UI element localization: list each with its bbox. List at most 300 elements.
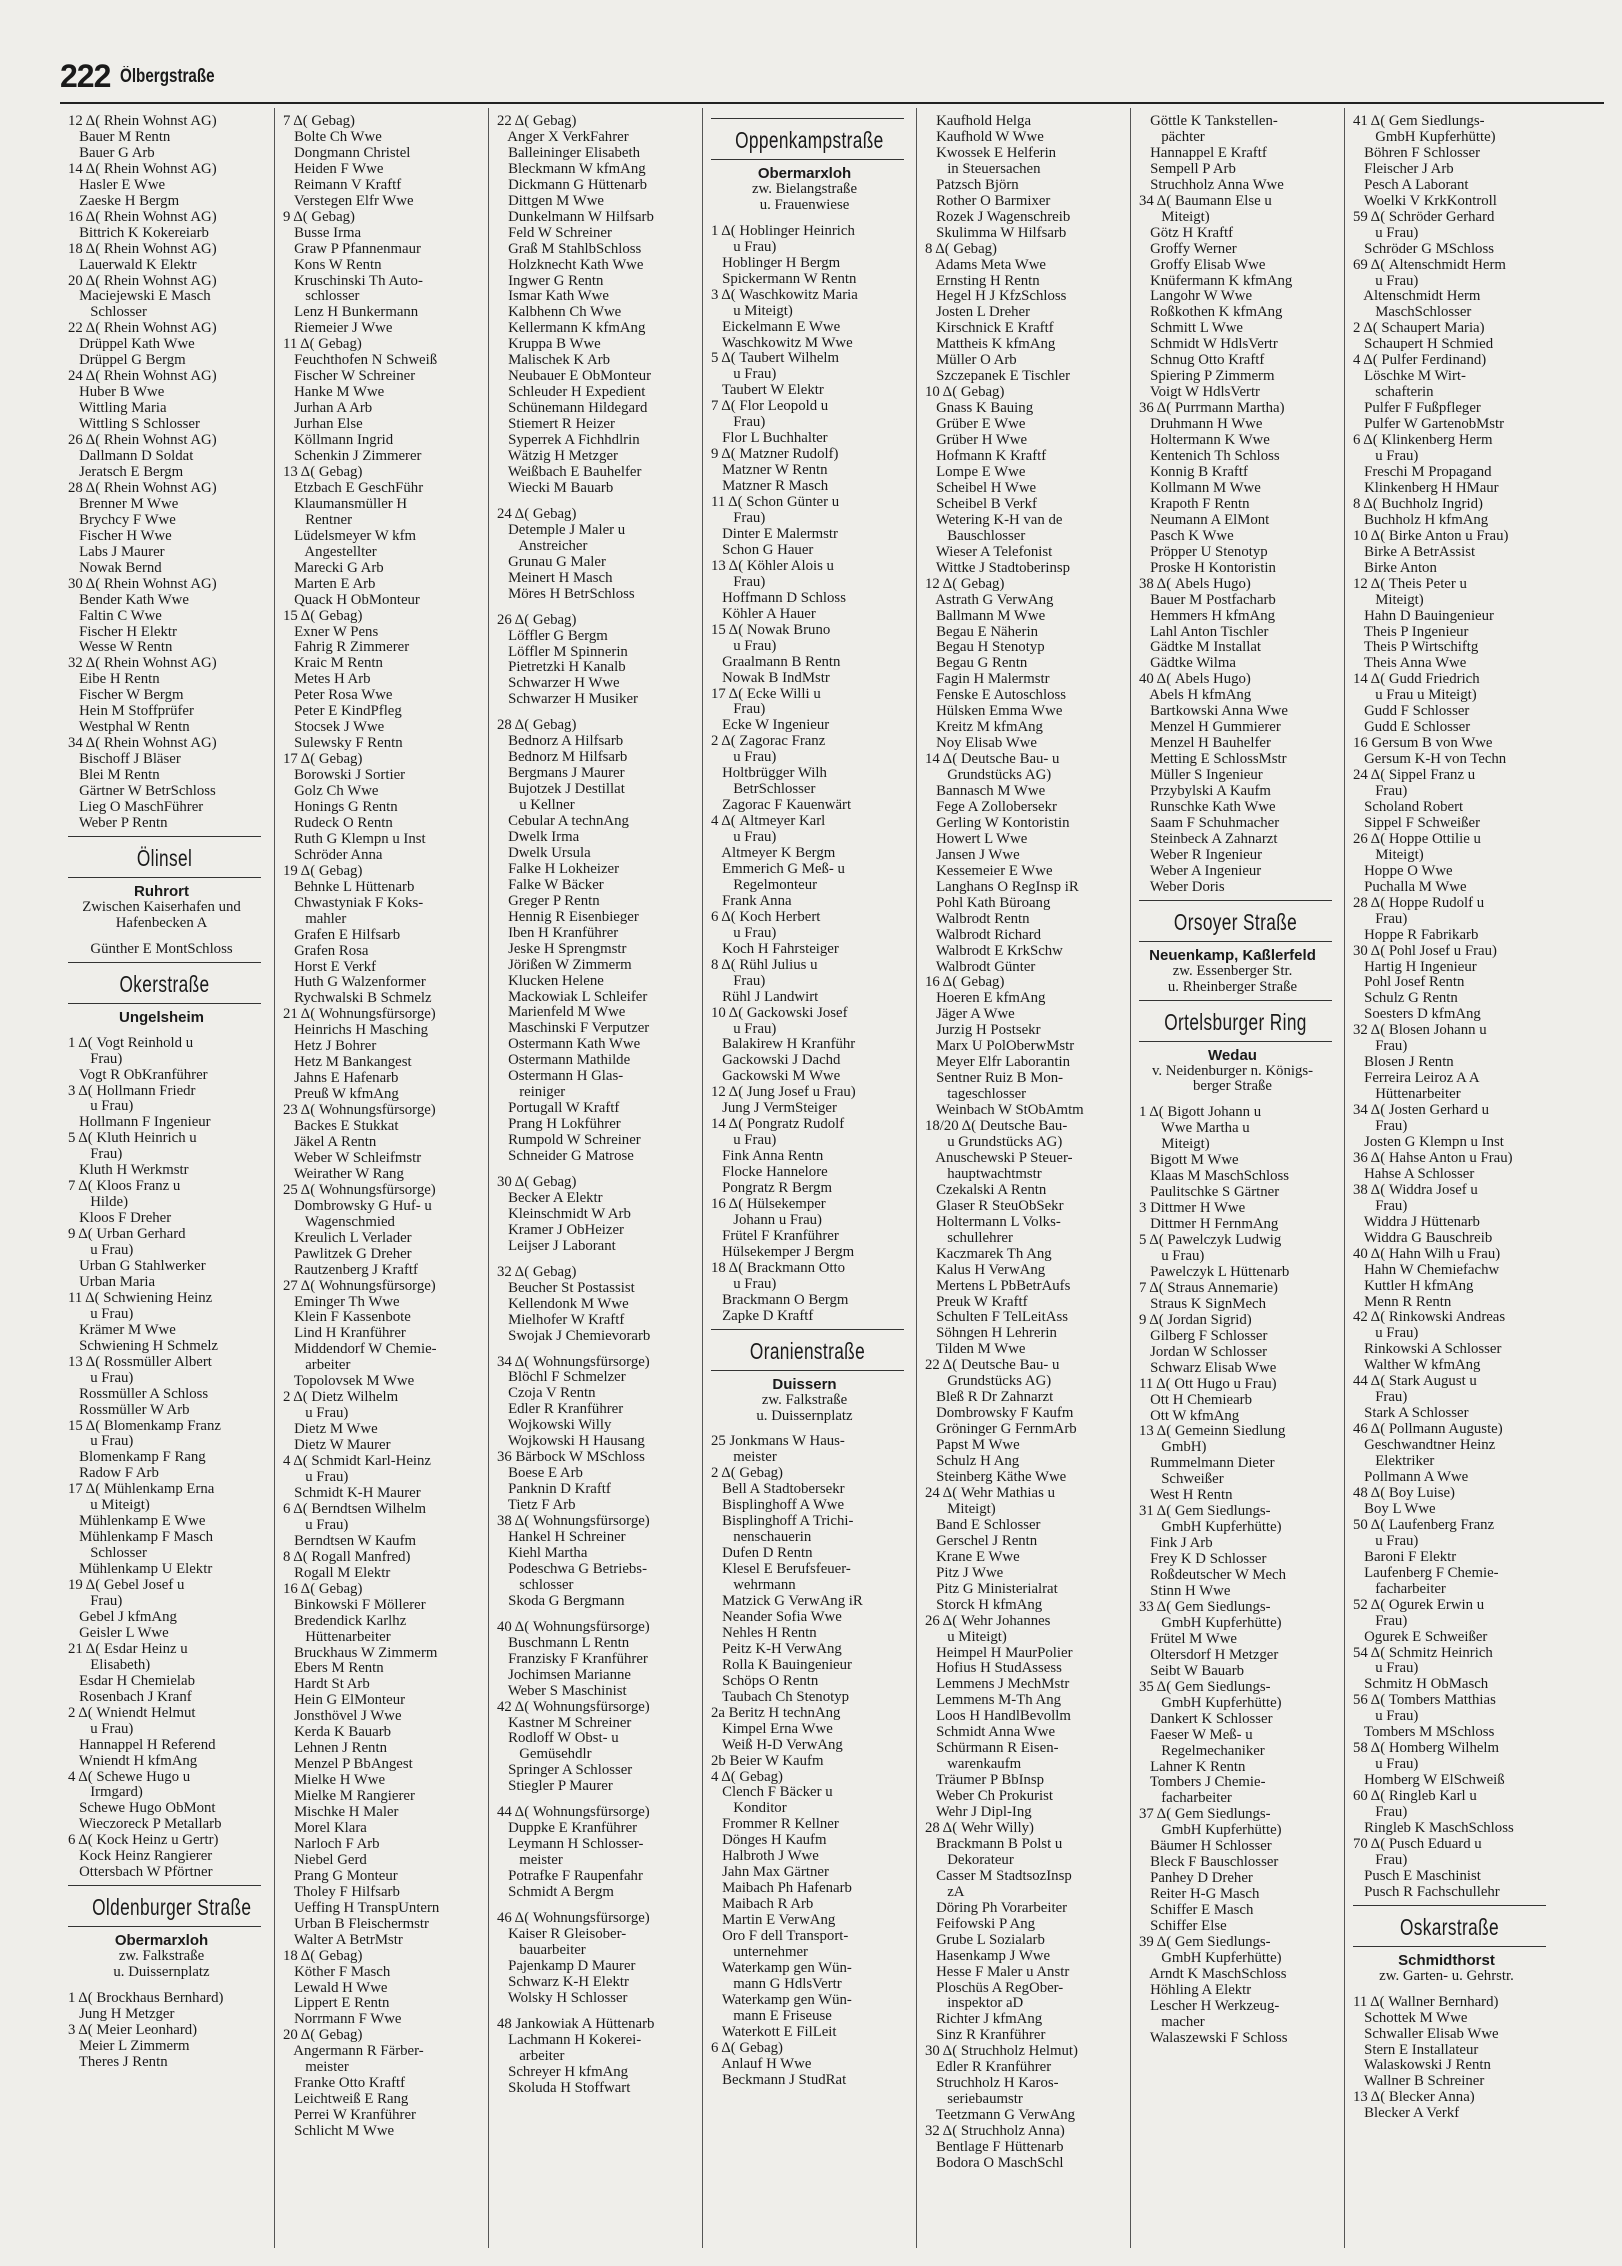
resident-entry: West H Rentn: [1139, 1487, 1233, 1504]
resident-entry: Edler R Kranführer: [925, 2059, 1052, 2076]
resident-entry: Menzel P BbAngest: [283, 1756, 413, 1773]
resident-entry: Mielke M Rangierer: [283, 1788, 415, 1805]
resident-entry: Gilberg F Schlosser: [1139, 1327, 1268, 1344]
resident-entry: Schmidt W HdlsVertr: [1139, 336, 1278, 353]
resident-entry: Fischer W Bergm: [68, 687, 184, 704]
resident-entry: Astrath G VerwAng: [925, 591, 1054, 608]
section-rule: [711, 1329, 904, 1330]
resident-entry: Faltin C Wwe: [68, 607, 162, 624]
resident-entry: Pulfer F Fußpfleger: [1353, 400, 1481, 417]
street-heading: Oskarstraße: [1399, 1913, 1500, 1940]
street-heading: Oldenburger Straße: [92, 1894, 252, 1921]
street-range-note: berger Straße: [1192, 1078, 1273, 1095]
resident-entry: pächter: [1139, 128, 1205, 145]
resident-entry: Spickermann W Rentn: [711, 270, 857, 287]
street-range-note: Hafenbecken A: [115, 914, 208, 931]
resident-entry: Ferreira Leiroz A A: [1353, 1070, 1480, 1087]
resident-entry: Feifowski P Ang: [925, 1915, 1036, 1932]
resident-entry: 13 Δ( Gemeinn Siedlung: [1139, 1423, 1286, 1440]
resident-entry: Anstreicher: [497, 537, 588, 554]
resident-entry: 9 Δ( Urban Gerhard: [68, 1226, 186, 1243]
resident-entry: 20 Δ( Rhein Wohnst AG): [68, 272, 217, 289]
resident-entry: Struchholz Anna Wwe: [1139, 176, 1284, 193]
resident-entry: Widdra J Hüttenarb: [1353, 1213, 1480, 1230]
resident-entry: Prang G Monteur: [283, 1867, 398, 1884]
resident-entry: 1 Δ( Brockhaus Bernhard): [68, 1990, 224, 2007]
resident-entry: Soesters D kfmAng: [1353, 1006, 1481, 1023]
resident-entry: 19 Δ( Gebel Josef u: [68, 1577, 185, 1594]
resident-entry: 16 Δ( Gebag): [283, 1580, 363, 1597]
section-rule: [1139, 941, 1332, 942]
resident-entry: Baroni F Elektr: [1353, 1548, 1457, 1565]
resident-entry: Anlauf H Wwe: [711, 2055, 812, 2072]
resident-entry: Nowak Bernd: [68, 559, 162, 576]
resident-entry: Schwarz Elisab Wwe: [1139, 1359, 1277, 1376]
resident-entry: Knüfermann K kfmAng: [1139, 272, 1293, 289]
resident-entry: 1 Δ( Bigott Johann u: [1139, 1104, 1262, 1121]
resident-entry: Wittling S Schlosser: [68, 416, 200, 433]
resident-entry: Lachmann H Kokerei-: [497, 2031, 642, 2048]
resident-entry: 40 Δ( Wohnungsfürsorge): [497, 1618, 650, 1635]
resident-entry: 8 Δ( Gebag): [925, 240, 997, 257]
resident-entry: 10 Δ( Birke Anton u Frau): [1353, 527, 1509, 544]
resident-entry: Storck H kfmAng: [925, 1596, 1043, 1613]
resident-entry: Schwarz K-H Elektr: [497, 1973, 629, 1990]
resident-entry: Potrafke F Raupenfahr: [497, 1868, 643, 1885]
resident-entry: Faeser W Meß- u: [1139, 1726, 1253, 1743]
resident-entry: Jung H Metzger: [68, 2005, 175, 2022]
resident-entry: Schaupert H Schmied: [1353, 336, 1494, 353]
resident-entry: Pawlitzek G Dreher: [283, 1245, 412, 1262]
resident-entry: Drüppel G Bergm: [68, 352, 186, 369]
resident-entry: Urban Maria: [68, 1273, 156, 1290]
resident-entry: Böhren F Schlosser: [1353, 144, 1481, 161]
resident-entry: Honings G Rentn: [283, 798, 398, 815]
resident-entry: 7 Δ( Flor Leopold u: [711, 398, 829, 415]
resident-entry: Hoppe O Wwe: [1353, 862, 1453, 879]
section-rule: [1139, 900, 1332, 901]
resident-entry: u Frau): [711, 366, 777, 383]
resident-entry: Gudd E Schlosser: [1353, 719, 1471, 736]
resident-entry: Beckmann J StudRat: [711, 2071, 847, 2088]
resident-entry: Golz Ch Wwe: [283, 783, 379, 800]
resident-entry: Kalbhenn Ch Wwe: [497, 304, 622, 321]
resident-entry: Schon G Hauer: [711, 541, 814, 558]
resident-entry: 16 Δ( Gebag): [925, 974, 1005, 991]
resident-entry: Träumer P BbInsp: [925, 1772, 1045, 1789]
resident-entry: Mattheis K kfmAng: [925, 336, 1056, 353]
resident-entry: Fleischer J Arb: [1353, 160, 1454, 177]
resident-entry: u Frau): [1353, 1756, 1419, 1773]
resident-entry: Schmidt K-H Maurer: [283, 1484, 421, 1501]
resident-entry: Lehnen J Rentn: [283, 1740, 387, 1757]
resident-entry: Walter A BetrMstr: [283, 1931, 403, 1948]
resident-entry: Frau): [1353, 1118, 1408, 1135]
resident-entry: Bauer G Arb: [68, 144, 155, 161]
resident-entry: u Frau): [1353, 1325, 1419, 1342]
resident-entry: Konditor: [711, 1800, 787, 1817]
resident-entry: Weber S Maschinist: [497, 1682, 627, 1699]
resident-entry: Kollmann M Wwe: [1139, 479, 1261, 496]
resident-entry: Hasler E Wwe: [68, 176, 166, 193]
district-name: Ruhrort: [134, 882, 189, 900]
resident-entry: Leijser J Laborant: [497, 1237, 616, 1254]
resident-entry: Peitz K-H VerwAng: [711, 1640, 842, 1657]
resident-entry: Angermann R Färber-: [283, 2043, 424, 2060]
resident-entry: Mackowiak L Schleifer: [497, 988, 648, 1005]
resident-entry: Bodora O MaschSchl: [925, 2155, 1064, 2171]
resident-entry: Dekorateur: [925, 1851, 1014, 1868]
resident-entry: Ingwer G Rentn: [497, 272, 604, 289]
resident-entry: Nowak B IndMstr: [711, 669, 830, 686]
resident-entry: Brenner M Wwe: [68, 495, 179, 512]
resident-entry: Boy L Wwe: [1353, 1500, 1436, 1517]
resident-entry: Heiden F Wwe: [283, 160, 384, 177]
resident-entry: 32 Δ( Gebag): [497, 1263, 577, 1280]
resident-entry: Szczepanek E Tischler: [925, 368, 1071, 385]
resident-entry: Pitz G Ministerialrat: [925, 1580, 1058, 1597]
resident-entry: Bartkowski Anna Wwe: [1139, 703, 1288, 720]
street-heading: Oranienstraße: [749, 1337, 866, 1364]
resident-entry: Götz H Kraftf: [1139, 224, 1234, 241]
resident-entry: 22 Δ( Gebag): [497, 113, 577, 129]
resident-entry: Druhmann H Wwe: [1139, 416, 1263, 433]
resident-entry: Gädtke M Installat: [1139, 639, 1262, 656]
resident-entry: 14 Δ( Rhein Wohnst AG): [68, 160, 217, 177]
resident-entry: u Frau): [1353, 1660, 1419, 1677]
resident-entry: Klein F Kassenbote: [283, 1309, 411, 1326]
resident-entry: Frank Anna: [711, 892, 792, 909]
resident-entry: Theis P Ingenieur: [1353, 623, 1469, 640]
resident-entry: Oro F dell Transport-: [711, 1928, 849, 1945]
resident-entry: Norrmann F Wwe: [283, 2011, 402, 2028]
resident-entry: Miteigt): [1353, 591, 1424, 608]
resident-entry: Esdar H Chemielab: [68, 1672, 195, 1689]
resident-entry: Bolte Ch Wwe: [283, 128, 382, 145]
resident-entry: Peter E KindPfleg: [283, 703, 402, 720]
resident-entry: 26 Δ( Gebag): [497, 611, 577, 628]
resident-entry: 69 Δ( Altenschmidt Herm: [1353, 256, 1506, 273]
resident-entry: 1 Δ( Vogt Reinhold u: [68, 1034, 194, 1051]
resident-entry: Detemple J Maler u: [497, 521, 626, 538]
resident-entry: Bauschlosser: [925, 527, 1026, 544]
resident-entry: Ploschüs A RegOber-: [925, 1979, 1064, 1996]
resident-entry: 34 Δ( Wohnungsfürsorge): [497, 1353, 650, 1370]
resident-entry: Adams Meta Wwe: [925, 256, 1046, 273]
resident-entry: 19 Δ( Gebag): [283, 862, 363, 879]
resident-entry: Bergmans J Maurer: [497, 765, 625, 782]
resident-entry: Middendorf W Chemie-: [283, 1341, 437, 1358]
resident-entry: Waschkowitz M Wwe: [711, 334, 853, 351]
resident-entry: Ernsting H Rentn: [925, 272, 1040, 289]
resident-entry: Patzsch Björn: [925, 176, 1019, 193]
street-heading: Ortelsburger Ring: [1164, 1008, 1307, 1035]
resident-entry: Bäumer H Schlosser: [1139, 1838, 1272, 1855]
resident-entry: Pulfer W GartenobMstr: [1353, 416, 1505, 433]
resident-entry: 24 Δ( Gebag): [497, 505, 577, 522]
resident-entry: Marten E Arb: [283, 575, 376, 592]
resident-entry: 3 Dittmer H Wwe: [1139, 1200, 1246, 1217]
district-name: Schmidthorst: [1398, 1951, 1495, 1969]
resident-entry: 13 Δ( Rossmüller Albert: [68, 1353, 212, 1370]
resident-entry: Ismar Kath Wwe: [497, 288, 609, 305]
resident-entry: Hüttenarbeiter: [1353, 1086, 1461, 1103]
resident-entry: Paulitschke S Gärtner: [1139, 1184, 1280, 1201]
resident-entry: Hetz M Bankangest: [283, 1054, 412, 1071]
resident-entry: Dallmann D Soldat: [68, 448, 194, 465]
resident-entry: Göttle K Tankstellen-: [1139, 113, 1278, 129]
resident-entry: Brychcy F Wwe: [68, 511, 176, 528]
resident-entry: 17 Δ( Gebag): [283, 751, 363, 768]
resident-entry: Weiß H-D VerwAng: [711, 1736, 843, 1753]
resident-entry: Fink J Arb: [1139, 1535, 1213, 1552]
resident-entry: Dombrowsky G Huf- u: [283, 1197, 432, 1214]
resident-entry: Pasch K Wwe: [1139, 527, 1234, 544]
resident-entry: Weinbach W StObAmtm: [925, 1102, 1084, 1119]
resident-entry: 4 Δ( Gebag): [711, 1768, 783, 1785]
resident-entry: Anger X VerkFahrer: [497, 128, 629, 145]
resident-entry: Theis Anna Wwe: [1353, 655, 1467, 672]
resident-entry: Bell A Stadtobersekr: [711, 1481, 845, 1498]
resident-entry: 50 Δ( Laufenberg Franz: [1353, 1516, 1495, 1533]
resident-entry: Schiffer E Masch: [1139, 1902, 1254, 1919]
resident-entry: GmbH Kupferhütte): [1139, 1614, 1282, 1631]
street-range-note: zw. Falkstraße: [118, 1948, 205, 1965]
resident-entry: Papst M Wwe: [925, 1437, 1020, 1454]
resident-entry: Maibach Ph Hafenarb: [711, 1880, 852, 1897]
resident-entry: Niebel Gerd: [283, 1851, 367, 1868]
resident-entry: Regelmechaniker: [1139, 1742, 1265, 1759]
resident-entry: Müller O Arb: [925, 352, 1017, 369]
resident-entry: Schwarzer H Musiker: [497, 691, 638, 708]
resident-entry: 4 Δ( Schewe Hugo u: [68, 1768, 191, 1785]
resident-entry: Hoffmann D Schloss: [711, 589, 846, 606]
resident-entry: Morel Klara: [283, 1819, 367, 1836]
street-range-note: zw. Garten- u. Gehrstr.: [1379, 1967, 1514, 1984]
resident-entry: Rogall M Elektr: [283, 1564, 391, 1581]
resident-entry: Sempell P Arb: [1139, 160, 1236, 177]
resident-entry: mann G HdlsVertr: [711, 1975, 842, 1992]
resident-entry: Pajenkamp D Maurer: [497, 1957, 636, 1974]
resident-entry: Radow F Arb: [68, 1465, 159, 1482]
resident-entry: Hofius H StudAssess: [925, 1660, 1062, 1677]
resident-entry: Jäger A Wwe: [925, 1006, 1015, 1023]
resident-entry: Urban B Fleischermstr: [283, 1915, 429, 1932]
resident-entry: Pongratz R Bergm: [711, 1180, 832, 1197]
resident-entry: Waterkott E FilLeit: [711, 2023, 837, 2040]
resident-entry: Tietz F Arb: [497, 1497, 576, 1514]
resident-entry: Holtbrügger Wilh: [711, 765, 827, 782]
resident-entry: 2a Beritz H technAng: [711, 1704, 841, 1721]
resident-entry: Waterkamp gen Wün-: [711, 1991, 852, 2008]
section-rule: [68, 1926, 261, 1927]
resident-entry: Dombrowsky F Kaufm: [925, 1405, 1074, 1422]
resident-entry: Jahns E Hafenarb: [283, 1070, 399, 1087]
section-rule: [68, 962, 261, 963]
resident-entry: Bischoff J Bläser: [68, 751, 181, 768]
resident-entry: 38 Δ( Widdra Josef u: [1353, 1181, 1478, 1198]
resident-entry: inspektor aD: [925, 1995, 1024, 2012]
resident-entry: Quack H ObMonteur: [283, 591, 420, 608]
resident-entry: Mielke H Wwe: [283, 1772, 386, 1789]
resident-entry: 41 Δ( Gem Siedlungs-: [1353, 113, 1485, 129]
resident-entry: Walbrodt E KrkSchw: [925, 942, 1063, 959]
resident-entry: Glaser R SteuObSekr: [925, 1197, 1064, 1214]
resident-entry: meister: [711, 1449, 777, 1466]
resident-entry: 13 Δ( Köhler Alois u: [711, 557, 834, 574]
resident-entry: Rodloff W Obst- u: [497, 1730, 619, 1747]
resident-entry: Franke Otto Kraftf: [283, 2075, 406, 2092]
resident-entry: Hankel H Schreiner: [497, 1529, 626, 1546]
resident-entry: Gackowski M Wwe: [711, 1068, 841, 1085]
resident-entry: 32 Δ( Rhein Wohnst AG): [68, 655, 217, 672]
resident-entry: Sentner Ruiz B Mon-: [925, 1070, 1064, 1087]
resident-entry: Struchholz H Karos-: [925, 2075, 1059, 2092]
resident-entry: 28 Δ( Wehr Willy): [925, 1819, 1034, 1836]
resident-entry: Hahn W Chemiefachw: [1353, 1261, 1500, 1278]
resident-entry: Band E Schlosser: [925, 1516, 1041, 1533]
resident-entry: Hülsken Emma Wwe: [925, 703, 1063, 720]
district-name: Wedau: [1208, 1046, 1257, 1064]
resident-entry: Kessemeier E Wwe: [925, 862, 1053, 879]
resident-entry: 32 Δ( Struchholz Anna): [925, 2123, 1065, 2140]
resident-entry: Lind H Kranführer: [283, 1325, 406, 1342]
resident-entry: u Frau): [68, 1305, 134, 1322]
resident-entry: Portugall W Kraftf: [497, 1100, 620, 1117]
resident-entry: Höhling A Elektr: [1139, 1981, 1252, 1998]
resident-entry: u Miteigt): [925, 1628, 1007, 1645]
resident-entry: Ottersbach W Pförtner: [68, 1864, 213, 1881]
resident-entry: Jurhan Else: [283, 416, 363, 433]
resident-entry: Neander Sofia Wwe: [711, 1608, 842, 1625]
resident-entry: Jörißen W Zimmerm: [497, 956, 632, 973]
resident-entry: 2b Beier W Kaufm: [711, 1752, 824, 1769]
resident-entry: Jansen J Wwe: [925, 846, 1020, 863]
resident-entry: meister: [283, 2059, 349, 2076]
resident-entry: Franzisky F Kranführer: [497, 1650, 648, 1667]
district-name: Ungelsheim: [118, 1008, 205, 1026]
resident-entry: reiniger: [497, 1084, 566, 1101]
resident-entry: Klesel E Berufsfeuer-: [711, 1561, 851, 1578]
resident-entry: Busse Irma: [283, 224, 362, 241]
street-heading: Ölinsel: [136, 844, 193, 871]
resident-entry: 42 Δ( Wohnungsfürsorge): [497, 1698, 650, 1715]
resident-entry: 13 Δ( Blecker Anna): [1353, 2089, 1475, 2106]
resident-entry: Kreulich L Verlader: [283, 1229, 412, 1246]
resident-entry: Kraic M Rentn: [283, 655, 383, 672]
resident-entry: 9 Δ( Gebag): [283, 208, 355, 225]
street-heading: Oppenkampstraße: [735, 127, 884, 153]
resident-entry: Bednorz M Hilfsarb: [497, 749, 628, 766]
resident-entry: Czekalski A Rentn: [925, 1181, 1047, 1198]
section-rule: [1139, 1041, 1332, 1042]
resident-entry: Hein G ElMonteur: [283, 1692, 406, 1709]
resident-entry: Grundstücks AG): [925, 1373, 1052, 1390]
section-rule: [711, 1370, 904, 1371]
resident-entry: Frau): [711, 701, 766, 718]
section-rule: [68, 877, 261, 878]
resident-entry: u Frau): [1353, 272, 1419, 289]
resident-entry: 36 Δ( Purrmann Martha): [1139, 400, 1285, 417]
resident-entry: Schewe Hugo ObMont: [68, 1800, 216, 1817]
resident-entry: Kimpel Erna Wwe: [711, 1720, 833, 1737]
resident-entry: Rychwalski B Schmelz: [283, 990, 432, 1007]
column-7: [1344, 108, 1550, 2248]
resident-entry: Edler R Kranführer: [497, 1401, 624, 1418]
resident-entry: Jonsthövel J Wwe: [283, 1708, 402, 1725]
resident-entry: Schweißer: [1139, 1471, 1224, 1488]
resident-entry: Zagorac F Kauenwärt: [711, 797, 852, 814]
resident-entry: Rossmüller A Schloss: [68, 1385, 209, 1402]
resident-entry: Schulz G Rentn: [1353, 990, 1458, 1007]
resident-entry: Pröpper U Stenotyp: [1139, 543, 1268, 560]
resident-entry: Köhler A Hauer: [711, 605, 816, 622]
resident-entry: u Frau): [1353, 448, 1419, 465]
resident-entry: GmbH Kupferhütte): [1139, 1519, 1282, 1536]
resident-entry: 7 Δ( Gebag): [283, 113, 355, 129]
column-5: [916, 108, 1122, 2248]
resident-entry: 39 Δ( Gem Siedlungs-: [1139, 1933, 1271, 1950]
resident-entry: Waterkamp gen Wün-: [711, 1959, 852, 1976]
resident-entry: Schünemann Hildegard: [497, 400, 648, 417]
resident-entry: 18 Δ( Gebag): [283, 1947, 363, 1964]
resident-entry: Rolla K Bauingenieur: [711, 1656, 852, 1673]
resident-entry: Bredendick Karlhz: [283, 1612, 407, 1629]
resident-entry: Grüber H Wwe: [925, 432, 1028, 449]
resident-entry: Weber Doris: [1139, 878, 1225, 895]
resident-entry: Drüppel Kath Wwe: [68, 336, 195, 353]
resident-entry: GmbH): [1139, 1439, 1207, 1456]
resident-entry: Schenkin J Zimmerer: [283, 448, 422, 465]
resident-entry: 11 Δ( Wallner Bernhard): [1353, 1993, 1499, 2010]
resident-entry: nenschauerin: [711, 1529, 812, 1546]
resident-entry: Anuschewski P Steuer-: [925, 1149, 1073, 1166]
resident-entry: u Frau): [711, 1020, 777, 1037]
resident-entry: Holtermann K Wwe: [1139, 432, 1270, 449]
resident-entry: facharbeiter: [1139, 1790, 1232, 1807]
resident-entry: Söhngen H Lehrerin: [925, 1325, 1057, 1342]
resident-entry: Wniendt H kfmAng: [68, 1752, 198, 1769]
resident-entry: Hesse F Maler u Anstr: [925, 1963, 1070, 1980]
resident-entry: Metting E SchlossMstr: [1139, 751, 1287, 768]
section-rule: [68, 1003, 261, 1004]
resident-entry: Frau): [1353, 1612, 1408, 1629]
resident-entry: Kloos F Dreher: [68, 1210, 172, 1227]
resident-entry: Bittrich K Kokereiarb: [68, 224, 209, 241]
resident-entry: 37 Δ( Gem Siedlungs-: [1139, 1806, 1271, 1823]
resident-entry: Clench F Bäcker u: [711, 1784, 833, 1801]
resident-entry: Casser M StadtsozInsp: [925, 1867, 1072, 1884]
resident-entry: Meyer Elfr Laborantin: [925, 1054, 1071, 1071]
resident-entry: Hülsekemper J Bergm: [711, 1243, 855, 1260]
resident-entry: Perrei W Kranführer: [283, 2107, 416, 2124]
resident-entry: MaschSchlosser: [1353, 304, 1472, 321]
resident-entry: Skoda G Bergmann: [497, 1592, 625, 1609]
resident-entry: Wiecki M Bauarb: [497, 479, 614, 496]
resident-entry: Rozek J Wagenschreib: [925, 208, 1071, 225]
resident-entry: Kalus H VerwAng: [925, 1261, 1046, 1278]
resident-entry: 24 Δ( Sippel Franz u: [1353, 767, 1476, 784]
resident-entry: Schreyer H kfmAng: [497, 2063, 629, 2080]
resident-entry: Hasenkamp J Wwe: [925, 1947, 1051, 1964]
resident-entry: 15 Δ( Gebag): [283, 607, 363, 624]
resident-entry: 2 Δ( Schaupert Maria): [1353, 320, 1485, 337]
resident-entry: arbeiter: [283, 1357, 351, 1374]
resident-entry: Altenschmidt Herm: [1353, 288, 1481, 305]
resident-entry: Mielhofer W Kraftf: [497, 1311, 625, 1328]
resident-entry: Ott W kfmAng: [1139, 1407, 1240, 1424]
resident-entry: Rautzenberg J Kraftf: [283, 1261, 418, 1278]
